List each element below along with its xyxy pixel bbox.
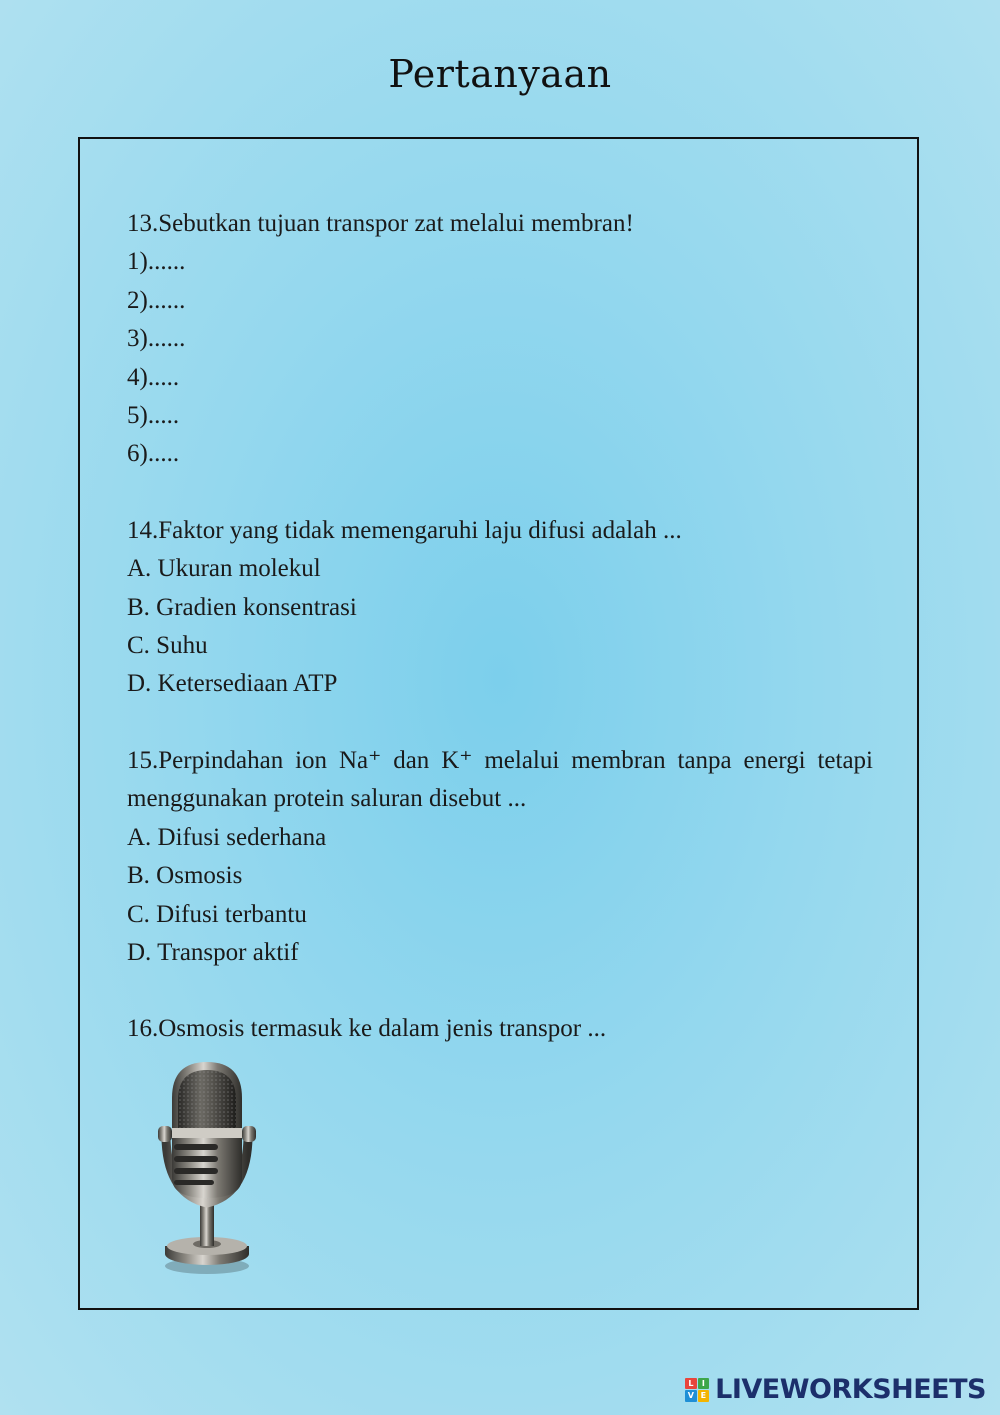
answer-blank-2[interactable]: 2)...... bbox=[127, 286, 186, 314]
question-text: 14.Faktor yang tidak memengaruhi laju difusi adalah ... bbox=[127, 516, 682, 544]
liveworksheets-logo[interactable] bbox=[685, 1374, 986, 1405]
answer-blank-6[interactable]: 6)..... bbox=[127, 440, 180, 468]
option-b[interactable]: B. Osmosis bbox=[127, 862, 243, 890]
question-text: 15.Perpindahan ion Na⁺ dan K⁺ melalui membran tanpa energi tetapi menggunakan protein saluran disebut ... bbox=[127, 746, 873, 813]
question-list bbox=[127, 205, 873, 1087]
page-title: Pertanyaan bbox=[388, 52, 612, 96]
logo-letter-i: I bbox=[698, 1378, 710, 1390]
question-13 bbox=[127, 205, 873, 474]
liveworksheets-logo-icon bbox=[685, 1378, 709, 1402]
option-a[interactable]: A. Difusi sederhana bbox=[127, 823, 327, 851]
brand-name: LIVEWORKSHEETS bbox=[715, 1374, 986, 1405]
question-15 bbox=[127, 742, 873, 972]
question-text: 13.Sebutkan tujuan transpor zat melalui membran! bbox=[127, 210, 634, 237]
option-d[interactable]: D. Transpor aktif bbox=[127, 938, 299, 966]
option-b[interactable]: B. Gradien konsentrasi bbox=[127, 593, 357, 621]
question-text: 16.Osmosis termasuk ke dalam jenis transpor ... bbox=[127, 1015, 607, 1043]
option-d[interactable]: D. Ketersediaan ATP bbox=[127, 670, 338, 698]
question-16 bbox=[127, 1010, 873, 1048]
logo-letter-l: L bbox=[685, 1378, 697, 1390]
question-14 bbox=[127, 512, 873, 704]
logo-letter-e: E bbox=[698, 1390, 710, 1402]
answer-blank-3[interactable]: 3)...... bbox=[127, 325, 186, 353]
answer-blank-4[interactable]: 4)..... bbox=[127, 363, 180, 391]
option-c[interactable]: C. Difusi terbantu bbox=[127, 900, 307, 928]
answer-blank-1[interactable]: 1)...... bbox=[127, 248, 186, 276]
logo-letter-v: V bbox=[685, 1390, 697, 1402]
option-a[interactable]: A. Ukuran molekul bbox=[127, 555, 321, 583]
answer-blank-5[interactable]: 5)..... bbox=[127, 402, 180, 430]
option-c[interactable]: C. Suhu bbox=[127, 632, 208, 660]
microphone-icon[interactable] bbox=[150, 1058, 265, 1278]
